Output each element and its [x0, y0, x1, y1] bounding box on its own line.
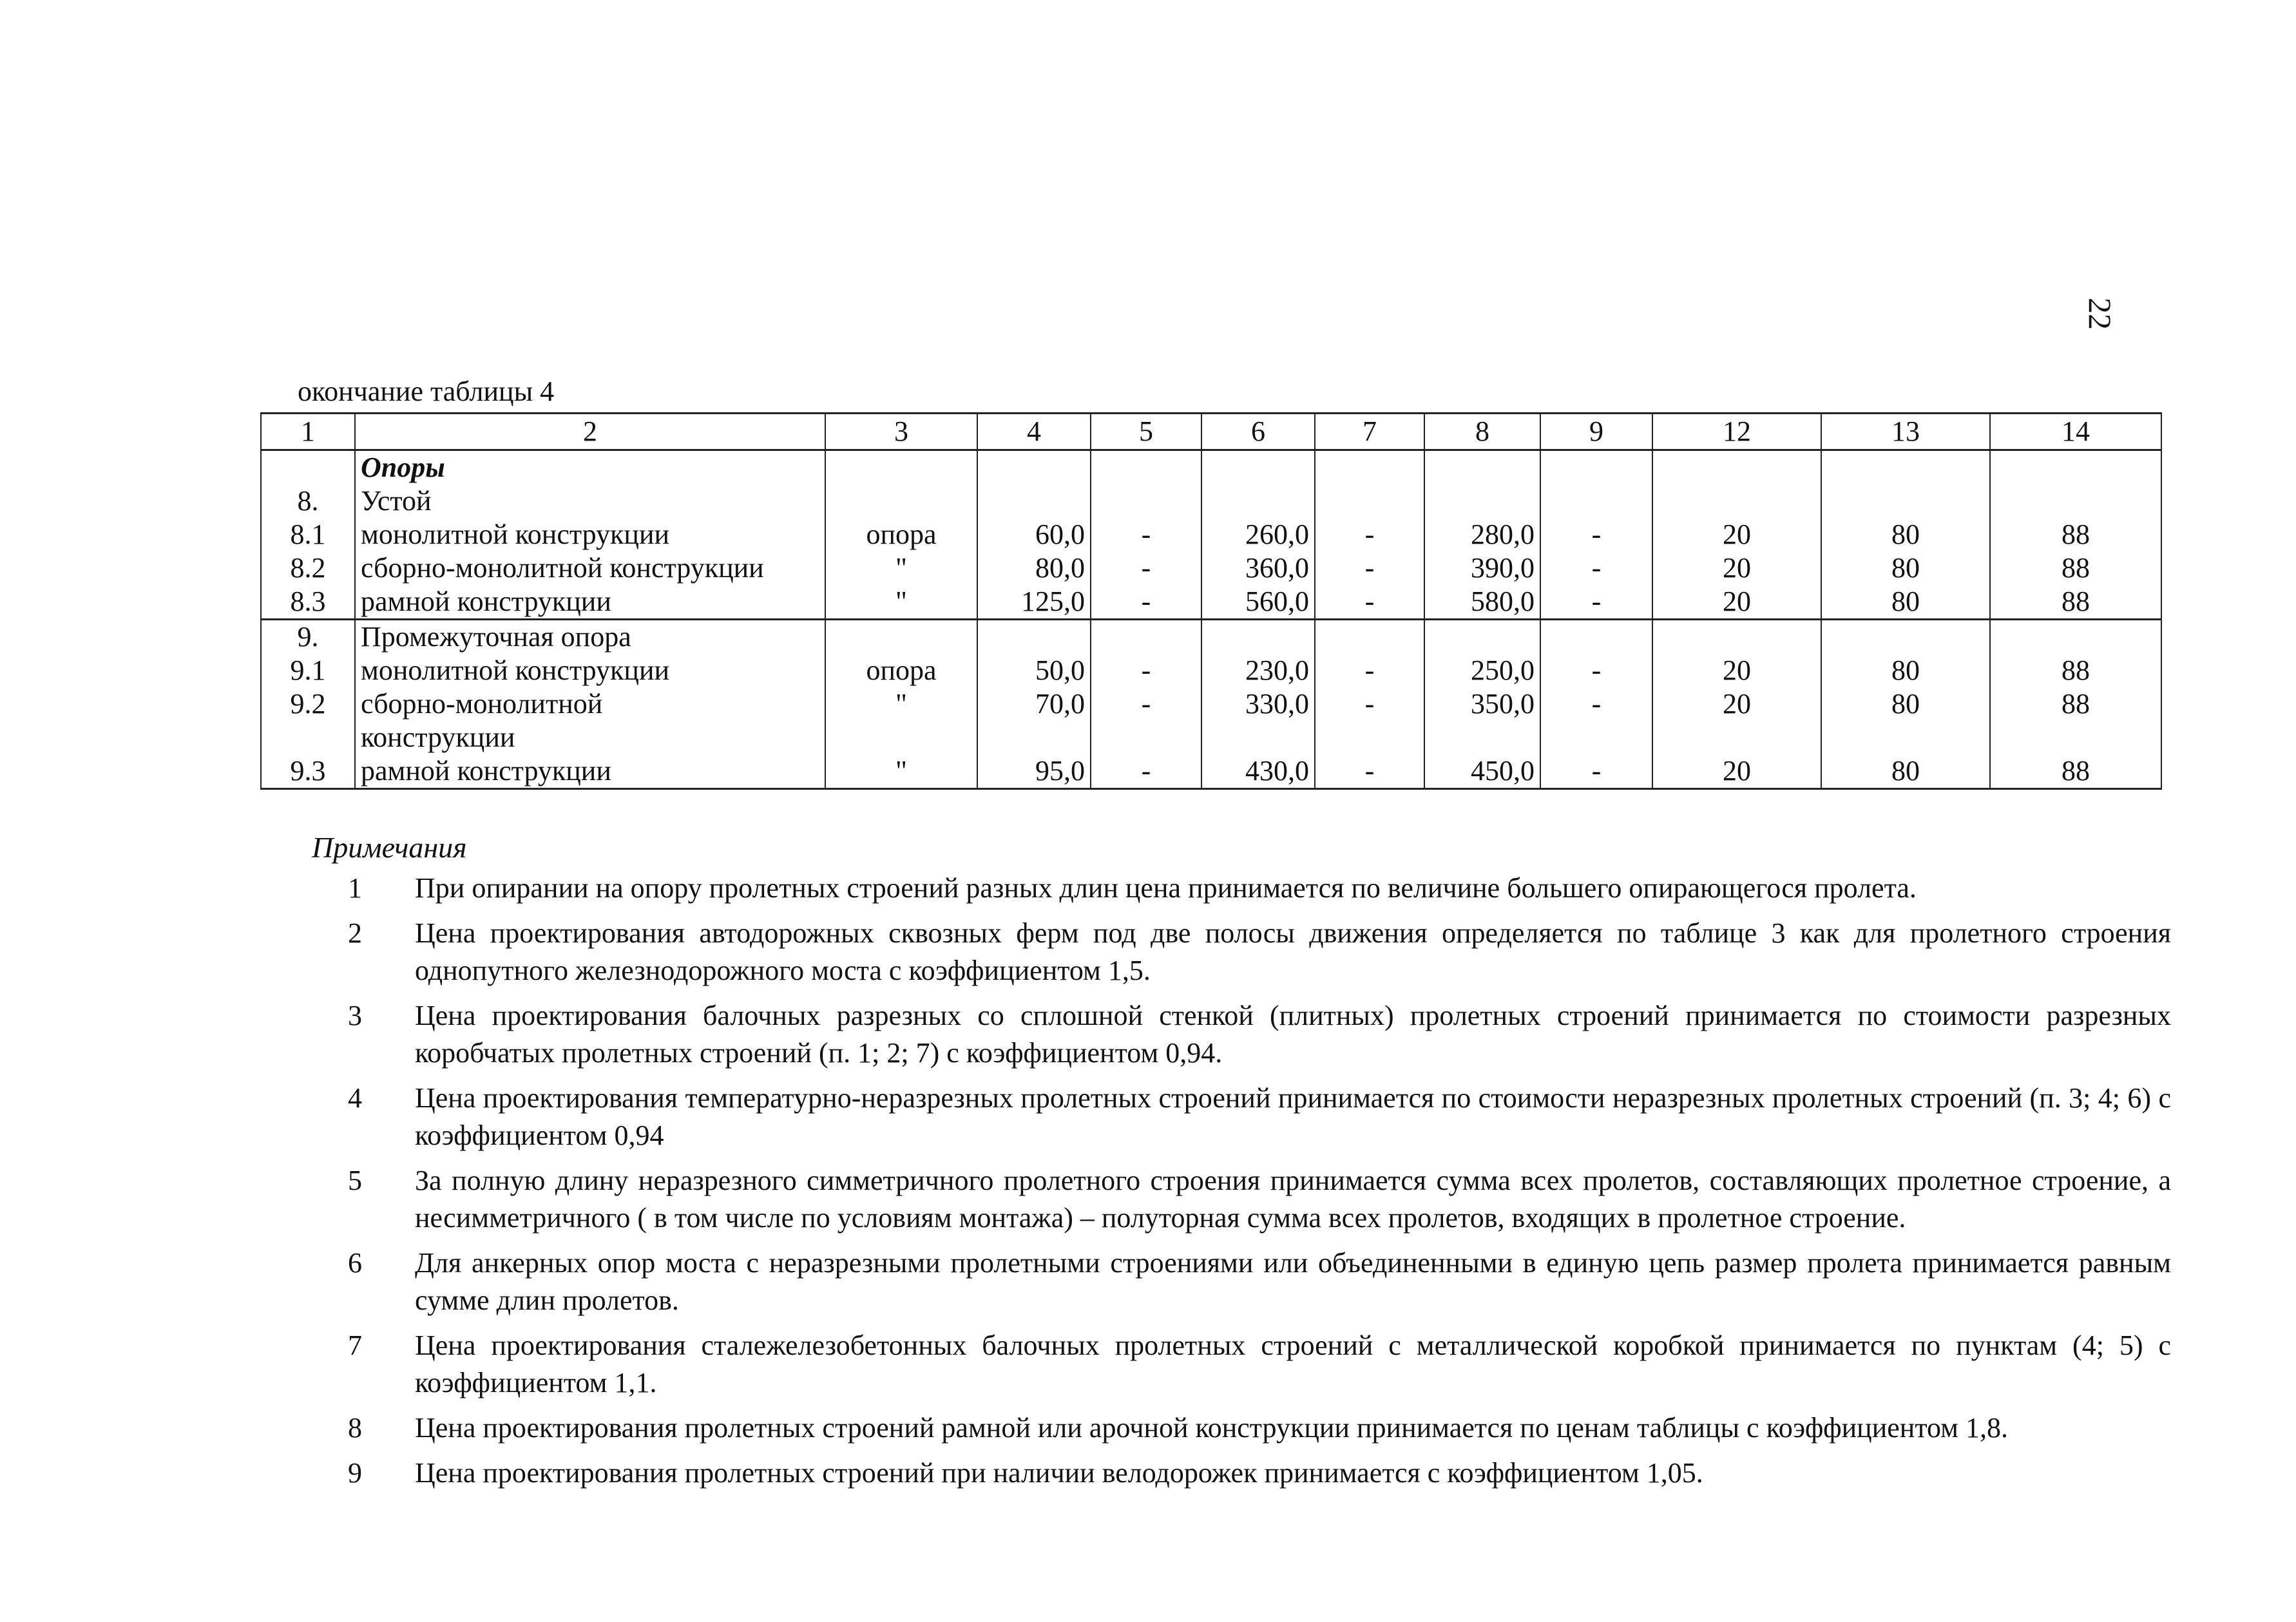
column-header: 5 [1091, 414, 1201, 450]
column-header: 9 [1540, 414, 1652, 450]
table-header-row [261, 414, 2161, 450]
note-item [348, 1409, 2171, 1447]
cell-c4: 125,0 [977, 585, 1091, 620]
cell-c8: 280,0 [1424, 518, 1540, 551]
note-number: 2 [348, 917, 362, 949]
cell-c14: 88 [1990, 687, 2161, 721]
cell-c12: 20 [1652, 654, 1821, 687]
note-text: При опирании на опору пролетных строений разных длин цена принимается по величине большего опирающегося пролета. [415, 872, 1917, 904]
column-header: 7 [1315, 414, 1424, 450]
cell-c4: 95,0 [977, 754, 1091, 789]
note-text: За полную длину неразрезного симметричного пролетного строения принимается сумма всех пролетов, составляющих пролетное строение, а несимметричного ( в том числе по условиям монтажа) – полуторная сумма всех пролетов, входящих в пролетное строение. [415, 1165, 2171, 1234]
row-number: 9.2 [261, 687, 355, 721]
row-name: сборно-монолитной [355, 687, 825, 721]
note-item [348, 870, 2171, 907]
cell-c8: 350,0 [1424, 687, 1540, 721]
column-header: 12 [1652, 414, 1821, 450]
cell-c13: 80 [1821, 518, 1990, 551]
group-number: 9. [261, 620, 355, 654]
row-name: монолитной конструкции [355, 518, 825, 551]
row-unit: " [825, 585, 977, 620]
note-text: Цена проектирования сталежелезобетонных балочных пролетных строений с металлической коробкой принимается по пунктам (4; 5) с коэффициентом 1,1. [415, 1330, 2171, 1398]
cell-c13: 80 [1821, 754, 1990, 789]
note-number: 1 [348, 872, 362, 904]
row-name: рамной конструкции [355, 754, 825, 789]
cell-c7: - [1315, 654, 1424, 687]
cell-c8: 250,0 [1424, 654, 1540, 687]
row-unit: " [825, 551, 977, 585]
cell-c5: - [1091, 518, 1201, 551]
cell-c12: 20 [1652, 754, 1821, 789]
cell-c14: 88 [1990, 585, 2161, 620]
row-number: 9.3 [261, 754, 355, 789]
note-text: Для анкерных опор моста с неразрезными пролетными строениями или объединенными в единую цепь размер пролета принимается равным сумме длин пролетов. [415, 1247, 2171, 1316]
note-number: 8 [348, 1412, 362, 1444]
cell-c8: 450,0 [1424, 754, 1540, 789]
row-name-continuation: конструкции [355, 721, 825, 754]
cell-c9: - [1540, 687, 1652, 721]
cell-c8: 390,0 [1424, 551, 1540, 585]
row-name: монолитной конструкции [355, 654, 825, 687]
cell-c13: 80 [1821, 687, 1990, 721]
cell-c14: 88 [1990, 754, 2161, 789]
note-number: 4 [348, 1082, 362, 1114]
table-row [261, 754, 2161, 789]
cell-c6: 330,0 [1201, 687, 1315, 721]
cell-c14: 88 [1990, 551, 2161, 585]
cell-c6: 230,0 [1201, 654, 1315, 687]
note-text: Цена проектирования автодорожных сквозных ферм под две полосы движения определяется по таблице 3 как для пролетного строения однопутного железнодорожного моста с коэффициентом 1,5. [415, 917, 2171, 986]
cell-c7: - [1315, 585, 1424, 620]
note-text: Цена проектирования температурно-неразрезных пролетных строений принимается по стоимости неразрезных пролетных строений (п. 3; 4; 6) с коэффициентом 0,94 [415, 1082, 2171, 1151]
notes-list [348, 870, 2171, 1500]
note-text: Цена проектирования пролетных строений рамной или арочной конструкции принимается по ценам таблицы с коэффициентом 1,8. [415, 1412, 2009, 1444]
column-header: 14 [1990, 414, 2161, 450]
group-title: Промежуточная опора [355, 620, 825, 654]
note-item [348, 915, 2171, 989]
section-title-row [261, 450, 2161, 485]
cell-c7: - [1315, 551, 1424, 585]
cell-c8: 580,0 [1424, 585, 1540, 620]
table-row [261, 551, 2161, 585]
row-name: рамной конструкции [355, 585, 825, 620]
cell-c13: 80 [1821, 654, 1990, 687]
group-title: Устой [355, 484, 825, 518]
note-number: 3 [348, 1000, 362, 1031]
notes-title: Примечания [312, 831, 467, 864]
cell-c9: - [1540, 551, 1652, 585]
row-unit: " [825, 687, 977, 721]
row-unit: " [825, 754, 977, 789]
cell-c7: - [1315, 687, 1424, 721]
column-header: 3 [825, 414, 977, 450]
note-item [348, 1162, 2171, 1237]
row-number: 8.2 [261, 551, 355, 585]
cell-c7: - [1315, 754, 1424, 789]
note-number: 9 [348, 1457, 362, 1489]
row-unit: опора [825, 518, 977, 551]
row-unit: опора [825, 654, 977, 687]
cell-c4: 60,0 [977, 518, 1091, 551]
cell-c5: - [1091, 551, 1201, 585]
row-name: сборно-монолитной конструкции [355, 551, 825, 585]
note-text: Цена проектирования балочных разрезных со сплошной стенкой (плитных) пролетных строений принимается по стоимости разрезных коробчатых пролетных строений (п. 1; 2; 7) с коэффициентом 0,94. [415, 1000, 2171, 1069]
cell-c6: 260,0 [1201, 518, 1315, 551]
column-header: 2 [355, 414, 825, 450]
note-item [348, 1080, 2171, 1154]
row-number: 8.3 [261, 585, 355, 620]
group-title-row [261, 484, 2161, 518]
column-header: 8 [1424, 414, 1540, 450]
cell-c5: - [1091, 654, 1201, 687]
cell-c9: - [1540, 654, 1652, 687]
table-row [261, 687, 2161, 721]
cell-c14: 88 [1990, 654, 2161, 687]
cell-c5: - [1091, 585, 1201, 620]
row-number: 9.1 [261, 654, 355, 687]
note-item [348, 1327, 2171, 1402]
cell-c6: 560,0 [1201, 585, 1315, 620]
column-header: 4 [977, 414, 1091, 450]
table-row [261, 585, 2161, 620]
cell-c9: - [1540, 585, 1652, 620]
cell-c9: - [1540, 754, 1652, 789]
table-row [261, 654, 2161, 687]
cell-c7: - [1315, 518, 1424, 551]
cell-c12: 20 [1652, 687, 1821, 721]
page-number: 22 [2082, 298, 2118, 330]
cell-c5: - [1091, 754, 1201, 789]
note-number: 7 [348, 1330, 362, 1361]
row-number: 8.1 [261, 518, 355, 551]
cell-c12: 20 [1652, 518, 1821, 551]
note-item [348, 1455, 2171, 1492]
note-number: 5 [348, 1165, 362, 1196]
column-header: 1 [261, 414, 355, 450]
note-text: Цена проектирования пролетных строений при наличии велодорожек принимается с коэффициентом 1,05. [415, 1457, 1703, 1489]
table-row-continuation [261, 721, 2161, 754]
cell-c13: 80 [1821, 585, 1990, 620]
cell-c5: - [1091, 687, 1201, 721]
cell-c4: 80,0 [977, 551, 1091, 585]
cell-c4: 70,0 [977, 687, 1091, 721]
cell-c12: 20 [1652, 551, 1821, 585]
group-title-row [261, 620, 2161, 654]
cell-c9: - [1540, 518, 1652, 551]
table-row [261, 518, 2161, 551]
cell-c6: 430,0 [1201, 754, 1315, 789]
cell-c13: 80 [1821, 551, 1990, 585]
column-header: 13 [1821, 414, 1990, 450]
cell-c14: 88 [1990, 518, 2161, 551]
cost-table [260, 412, 2162, 790]
group-number: 8. [261, 484, 355, 518]
note-item [348, 1245, 2171, 1319]
cell-c6: 360,0 [1201, 551, 1315, 585]
column-header: 6 [1201, 414, 1315, 450]
note-number: 6 [348, 1247, 362, 1279]
section-title: Опоры [355, 450, 825, 485]
note-item [348, 997, 2171, 1072]
cell-c12: 20 [1652, 585, 1821, 620]
table-caption: окончание таблицы 4 [298, 376, 555, 407]
cell-c4: 50,0 [977, 654, 1091, 687]
